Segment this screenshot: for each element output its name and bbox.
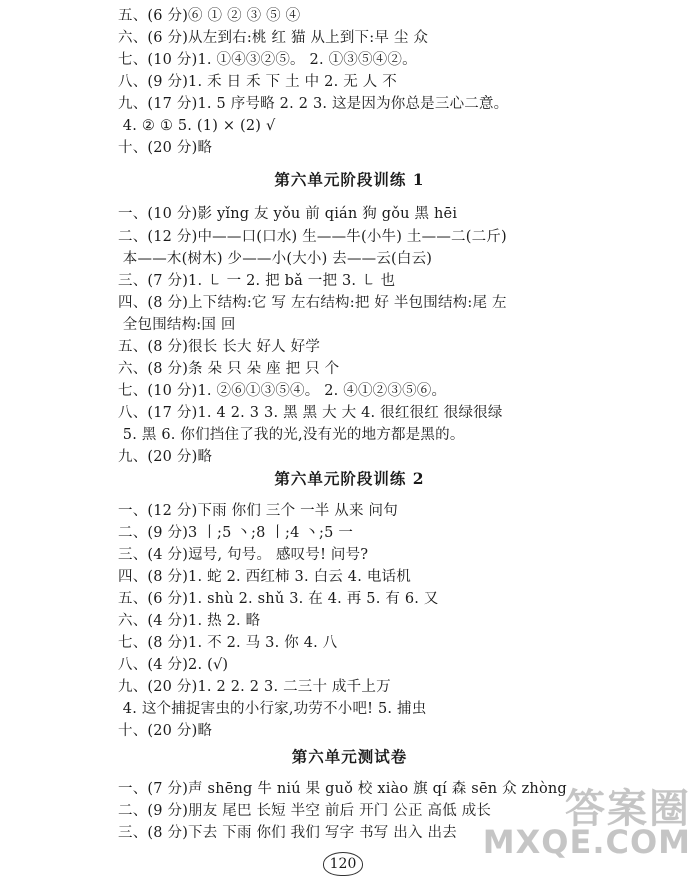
answer-line: 三、(4 分)逗号, 句号。 感叹号! 问号? xyxy=(118,547,369,563)
answer-line: 九、(20 分)1. 2 2. 2 3. 二三十 成千上万 xyxy=(118,679,391,695)
answer-line: 七、(10 分)1. ②⑥①③⑤④。 2. ④①②③⑤⑥。 xyxy=(118,383,447,399)
answer-line: 一、(10 分)影 yǐng 友 yǒu 前 qián 狗 gǒu 黑 hēi xyxy=(118,206,458,222)
answer-line: 八、(4 分)2. (√) xyxy=(118,657,229,673)
answer-line: 二、(9 分)3 丨;5 丶;8 丨;4 丶;5 一 xyxy=(118,525,354,541)
answer-line: 全包围结构:国 回 xyxy=(118,317,236,333)
answer-line: 九、(17 分)1. 5 序号略 2. 2 3. 这是因为你总是三心二意。 xyxy=(118,96,509,112)
answer-line: 三、(7 分)1. ㇄ 一 2. 把 bǎ 一把 3. ㇄ 也 xyxy=(118,273,396,289)
answer-line: 五、(6 分)⑥ ① ② ③ ⑤ ④ xyxy=(118,8,301,24)
page-number: 120 xyxy=(323,852,363,876)
answer-line: 八、(17 分)1. 4 2. 3 3. 黑 黑 大 大 4. 很红很红 很绿很绿 xyxy=(118,405,503,421)
answer-line: 八、(9 分)1. 禾 日 禾 下 土 中 2. 无 人 不 xyxy=(118,74,397,90)
answer-line: 五、(6 分)1. shù 2. shǔ 3. 在 4. 再 5. 有 6. 又 xyxy=(118,591,439,607)
answer-line: 5. 黑 6. 你们挡住了我的光,没有光的地方都是黑的。 xyxy=(118,427,465,443)
answer-line: 四、(8 分)上下结构:它 写 左右结构:把 好 半包围结构:尾 左 xyxy=(118,295,507,311)
answer-line: 七、(8 分)1. 不 2. 马 3. 你 4. 八 xyxy=(118,635,338,651)
answer-line: 五、(8 分)很长 长大 好人 好学 xyxy=(118,339,321,355)
answer-line: 十、(20 分)略 xyxy=(118,140,213,156)
section-title-unit-test: 第六单元测试卷 xyxy=(291,747,408,766)
answer-line: 4. ② ① 5. (1) × (2) √ xyxy=(118,118,276,134)
answer-line: 二、(12 分)中——口(口水) 生——牛(小牛) 土——二(二斤) xyxy=(118,229,507,245)
answer-line: 六、(4 分)1. 热 2. 略 xyxy=(118,613,261,629)
answer-line: 四、(8 分)1. 蛇 2. 西红柿 3. 白云 4. 电话机 xyxy=(118,569,411,585)
answer-line: 一、(7 分)声 shēng 牛 niú 果 guǒ 校 xiào 旗 qí 森 sēn 众 zhòng xyxy=(118,781,567,797)
answer-line: 六、(6 分)从左到右:桃 红 猫 从上到下:早 尘 众 xyxy=(118,30,429,46)
watermark-text-bottom: MXQE.COM xyxy=(482,823,691,861)
answer-line: 二、(9 分)朋友 尾巴 长短 半空 前后 开门 公正 高低 成长 xyxy=(118,803,492,819)
answer-line: 本——木(树木) 少——小(大小) 去——云(白云) xyxy=(118,251,433,267)
answer-line: 三、(8 分)下去 下雨 你们 我们 写字 书写 出入 出去 xyxy=(118,825,457,841)
answer-line: 七、(10 分)1. ①④③②⑤。 2. ①③⑤④②。 xyxy=(118,52,417,68)
answer-line: 4. 这个捕捉害虫的小行家,功劳不小吧! 5. 捕虫 xyxy=(118,701,427,717)
answer-line: 十、(20 分)略 xyxy=(118,723,213,739)
answer-line: 一、(12 分)下雨 你们 三个 一半 从来 问句 xyxy=(118,503,398,519)
watermark-text-top: 答案圈 xyxy=(565,786,691,832)
answer-line: 九、(20 分)略 xyxy=(118,449,213,465)
section-title-stage-training-1: 第六单元阶段训练 1 xyxy=(274,170,425,189)
answer-line: 六、(8 分)条 朵 只 朵 座 把 只 个 xyxy=(118,361,340,377)
section-title-stage-training-2: 第六单元阶段训练 2 xyxy=(274,469,425,488)
